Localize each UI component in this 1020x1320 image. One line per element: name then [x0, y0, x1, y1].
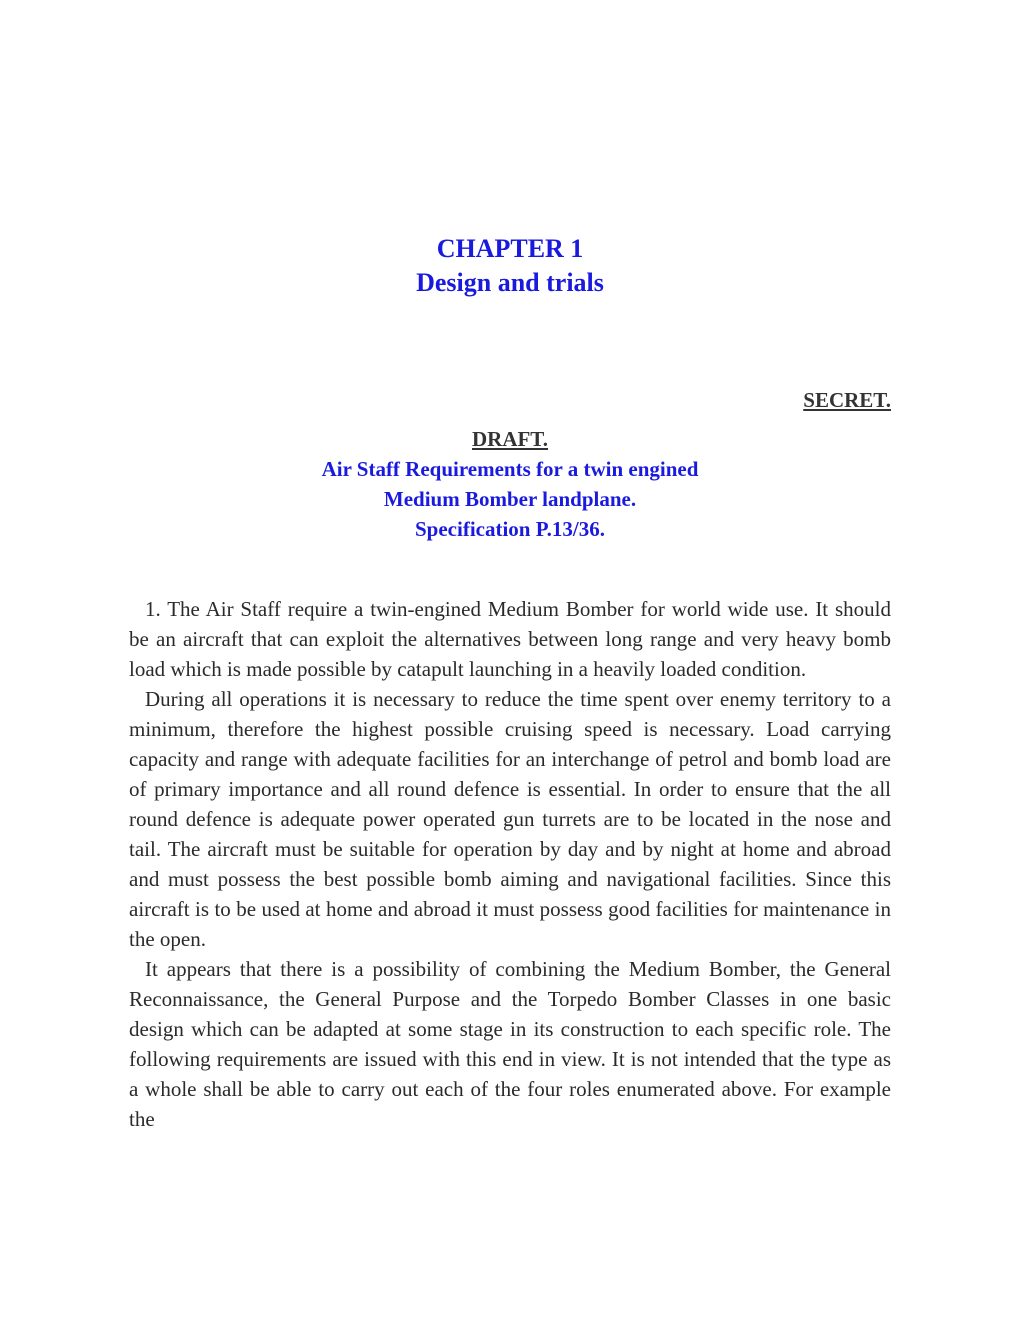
doc-title-line-1: Air Staff Requirements for a twin engined — [321, 457, 699, 481]
doc-title-line-3: Specification P.13/36. — [415, 517, 605, 541]
body-text — [129, 594, 891, 1134]
paragraph-3: It appears that there is a possibility of combining the Medium Bomber, the General Reconnaissance, the General Purpose and the Torpedo Bomber Classes in one basic design which can be adapted at some stage in its construction to each specific role. The following requirements are issued with this end in view. It is not intended that the type as a whole shall be able to carry out each of the four roles enumerated above. For example the — [129, 957, 891, 1131]
paragraph-1: 1. The Air Staff require a twin-engined Medium Bomber for world wide use. It should be an aircraft that can exploit the alternatives between long range and very heavy bomb load which is made possible by catapult launching in a heavily loaded condition. — [129, 597, 891, 681]
classification-label: SECRET. — [803, 388, 891, 412]
chapter-heading — [0, 232, 1020, 300]
document-heading — [0, 424, 1020, 544]
draft-label: DRAFT. — [471, 427, 549, 451]
chapter-number: CHAPTER 1 — [436, 234, 584, 263]
paragraph-2: During all operations it is necessary to reduce the time spent over enemy territory to a minimum, therefore the highest possible cruising speed is necessary. Load carrying capacity and range with adequate facilities for an interchange of petrol and bomb load are of primary importance and all round defence is essential. In order to ensure that the all round defence is adequate power operated gun turrets are to be located in the nose and tail. The aircraft must be suitable for operation by day and by night at home and abroad and must possess the best possible bomb aiming and navigational facilities. Since this aircraft is to be used at home and abroad it must possess good facilities for maintenance in the open. — [129, 687, 891, 951]
doc-title-line-2: Medium Bomber landplane. — [383, 487, 637, 511]
chapter-title: Design and trials — [416, 268, 604, 297]
